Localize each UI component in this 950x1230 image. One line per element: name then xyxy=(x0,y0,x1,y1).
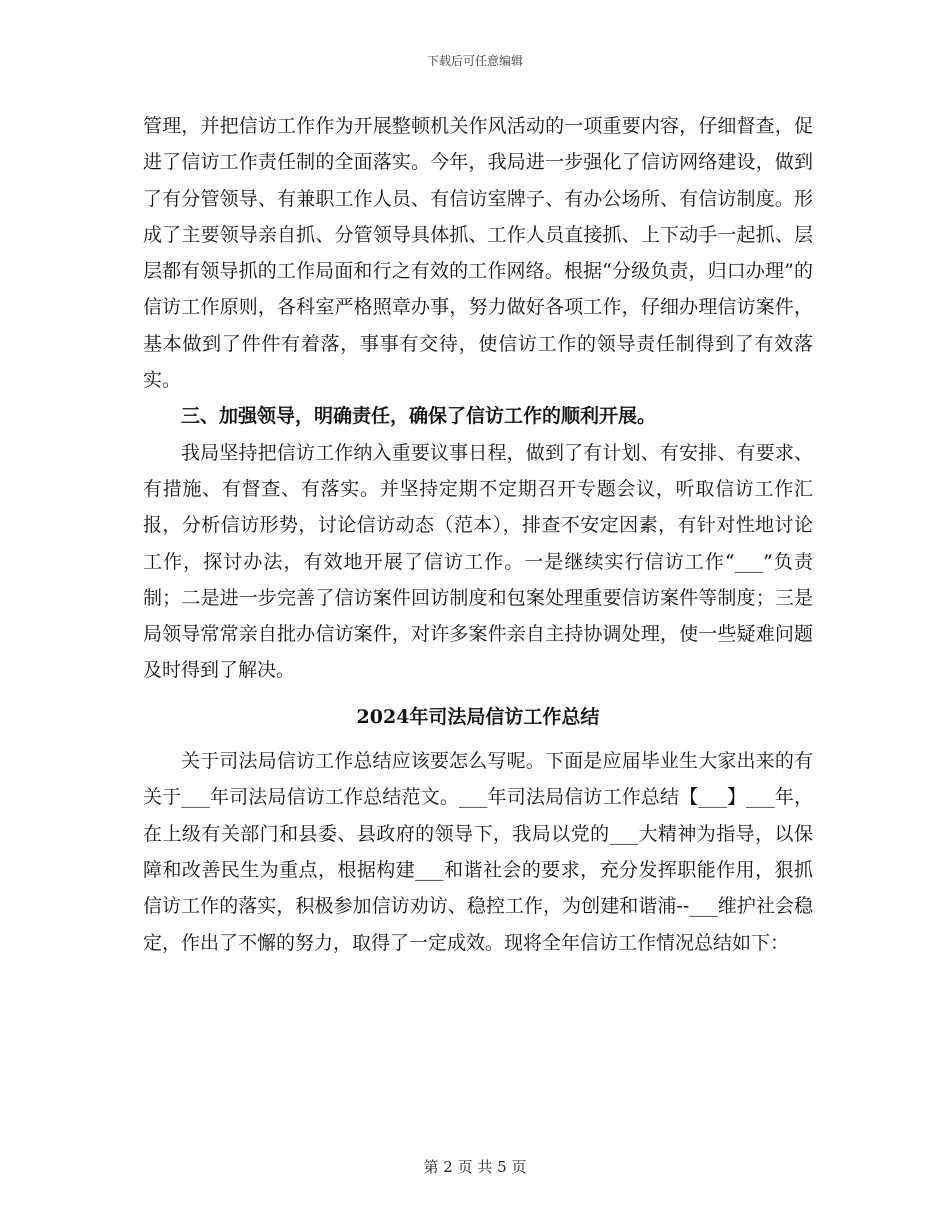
document-title: 2024年司法局信访工作总结 xyxy=(356,705,600,728)
paragraph-leadership: 我局坚持把信访工作纳入重要议事日程，做到了有计划、有安排、有要求、有措施、有督查、有落实。并坚持定期不定期召开专题会议，听取信访工作汇报，分析信访形势，讨论信访动态（范本），排查不安定因素，有针对性地讨论工作，探讨办法，有效地开展了信访工作。一是继续实行信访工作“___”负责制；二是进一步完善了信访案件回访制度和包案处理重要信访案件等制度；三是局领导常常亲自批办信访案件，对许多案件亲自主持协调处理，使一些疑难问题及时得到了解决。 xyxy=(143,441,813,682)
section-heading-3: 三、加强领导，明确责任，确保了信访工作的顺利开展。 xyxy=(181,405,657,428)
document-body xyxy=(143,108,813,961)
page-number: 第 2 页 共 5 页 xyxy=(423,1158,527,1176)
paragraph-management: 管理，并把信访工作作为开展整顿机关作风活动的一项重要内容，仔细督查，促进了信访工作责任制的全面落实。今年，我局进一步强化了信访网络建设，做到了有分管领导、有兼职工作人员、有信访室牌子、有办公场所、有信访制度。形成了主要领导亲自抓、分管领导具体抓、工作人员直接抓、上下动手一起抓、层层都有领导抓的工作局面和行之有效的工作网络。根据“分级负责，归口办理”的信访工作原则，各科室严格照章办事，努力做好各项工作，仔细办理信访案件，基本做到了件件有着落，事事有交待，使信访工作的领导责任制得到了有效落实。 xyxy=(143,115,813,392)
page-header: 下载后可任意编辑 xyxy=(426,54,523,68)
paragraph-summary-intro: 关于司法局信访工作总结应该要怎么写呢。下面是应届毕业生大家出来的有关于___年司法局信访工作总结范文。___年司法局信访工作总结【___】___年，在上级有关部门和县委、县政府的领导下，我局以党的___大精神为指导，以保障和改善民生为重点，根据构建___和谐社会的要求，充分发挥职能作用，狠抓信访工作的落实，积极参加信访劝访、稳控工作，为创建和谐浦--___维护社会稳定，作出了不懈的努力，取得了一定成效。现将全年信访工作情况总结如下： xyxy=(143,750,813,954)
